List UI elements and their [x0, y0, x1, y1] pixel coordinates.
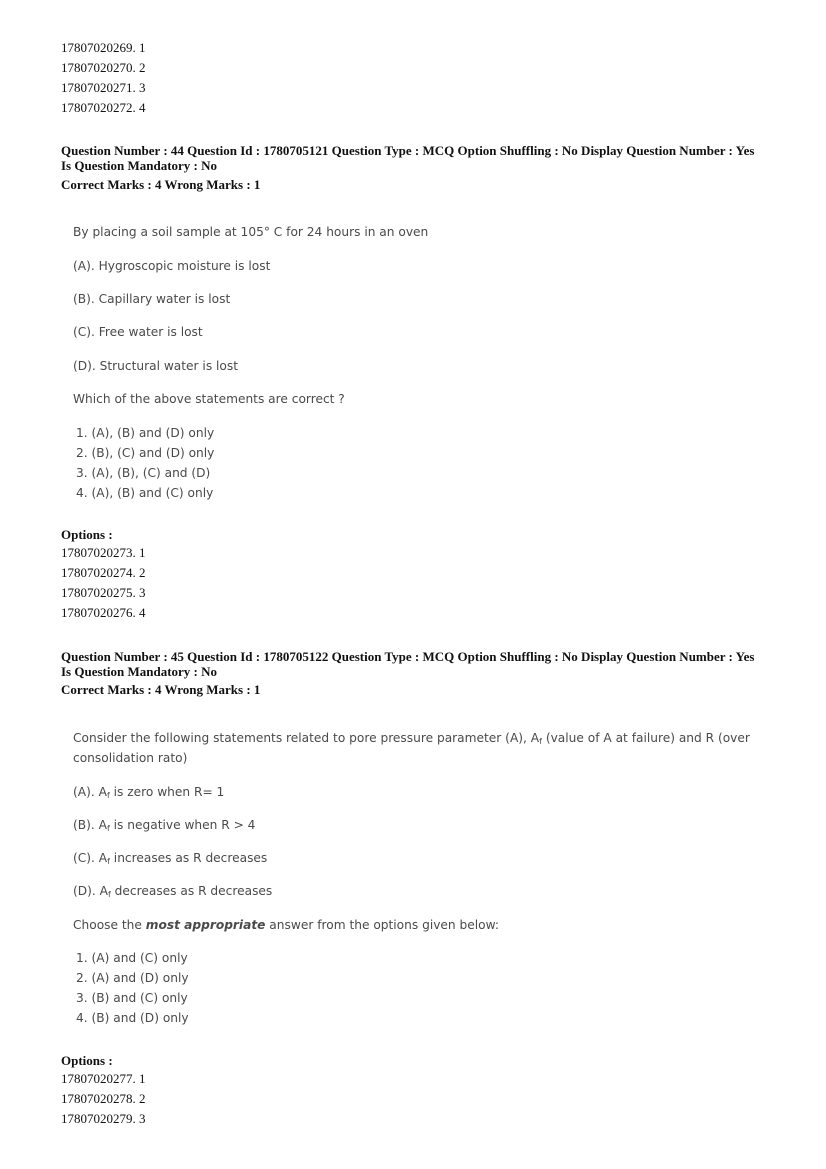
option-line: 17807020276. 4	[61, 605, 146, 620]
choice-1: 1. (A) and (C) only	[76, 951, 188, 965]
subscript: f	[539, 737, 542, 746]
question-ask: Which of the above statements are correct ?	[73, 392, 345, 406]
statement-text: (A). A	[73, 785, 107, 799]
stem-text: Consider the following statements related to pore pressure parameter (A), A	[73, 731, 540, 745]
option-line: 17807020269. 1	[61, 40, 146, 55]
question-header: Question Number : 45 Question Id : 1780705122 Question Type : MCQ Option Shuffling : No Display Question Number : Yes	[61, 649, 755, 664]
choice-4: 4. (A), (B) and (C) only	[76, 486, 214, 500]
choice-3: 3. (B) and (C) only	[76, 991, 188, 1005]
statement-text: is negative when R > 4	[109, 818, 256, 832]
statement-a	[73, 784, 224, 804]
statement-c	[73, 850, 267, 870]
question-stem-line1	[73, 730, 750, 750]
question-marks: Correct Marks : 4 Wrong Marks : 1	[61, 177, 261, 192]
choice-3: 3. (A), (B), (C) and (D)	[76, 466, 211, 480]
stem-text: (value of A at failure) and R (over	[541, 731, 750, 745]
statement-d	[73, 883, 272, 903]
statement-b: (B). Capillary water is lost	[73, 292, 231, 306]
question-mandatory: Is Question Mandatory : No	[61, 158, 218, 173]
choice-2: 2. (A) and (D) only	[76, 971, 189, 985]
choice-1: 1. (A), (B) and (D) only	[76, 426, 215, 440]
question-ask	[73, 917, 499, 933]
statement-a: (A). Hygroscopic moisture is lost	[73, 259, 271, 273]
option-line: 17807020275. 3	[61, 585, 146, 600]
statement-text: (C). A	[73, 851, 108, 865]
options-label: Options :	[61, 527, 113, 542]
statement-b	[73, 817, 255, 837]
statement-text: (B). A	[73, 818, 107, 832]
question-header: Question Number : 44 Question Id : 1780705121 Question Type : MCQ Option Shuffling : No Display Question Number : Yes	[61, 143, 755, 158]
subscript: f	[106, 791, 110, 800]
question-stem: By placing a soil sample at 105° C for 24 hours in an oven	[73, 225, 429, 239]
ask-text: Choose the	[73, 918, 146, 932]
option-line: 17807020270. 2	[61, 60, 146, 75]
statement-text: is zero when R= 1	[109, 785, 225, 799]
statement-c: (C). Free water is lost	[73, 325, 203, 339]
option-line: 17807020271. 3	[61, 80, 146, 95]
option-line: 17807020278. 2	[61, 1091, 146, 1106]
ask-text: answer from the options given below:	[265, 918, 499, 932]
choice-2: 2. (B), (C) and (D) only	[76, 446, 215, 460]
subscript: f	[107, 890, 111, 899]
subscript: f	[107, 857, 110, 866]
statement-d: (D). Structural water is lost	[73, 359, 239, 373]
ask-emphasis: most appropriate	[145, 918, 266, 932]
statement-text: increases as R decreases	[109, 851, 268, 865]
subscript: f	[106, 824, 110, 833]
choice-4: 4. (B) and (D) only	[76, 1011, 189, 1025]
option-line: 17807020273. 1	[61, 545, 146, 560]
option-line: 17807020272. 4	[61, 100, 146, 115]
question-stem-line2: consolidation rato)	[73, 751, 188, 765]
statement-text: decreases as R decreases	[110, 884, 273, 898]
options-label: Options :	[61, 1053, 113, 1068]
option-line: 17807020277. 1	[61, 1071, 146, 1086]
question-mandatory: Is Question Mandatory : No	[61, 664, 218, 679]
option-line: 17807020274. 2	[61, 565, 146, 580]
statement-text: (D). A	[73, 884, 108, 898]
option-line: 17807020279. 3	[61, 1111, 146, 1126]
question-marks: Correct Marks : 4 Wrong Marks : 1	[61, 682, 261, 697]
